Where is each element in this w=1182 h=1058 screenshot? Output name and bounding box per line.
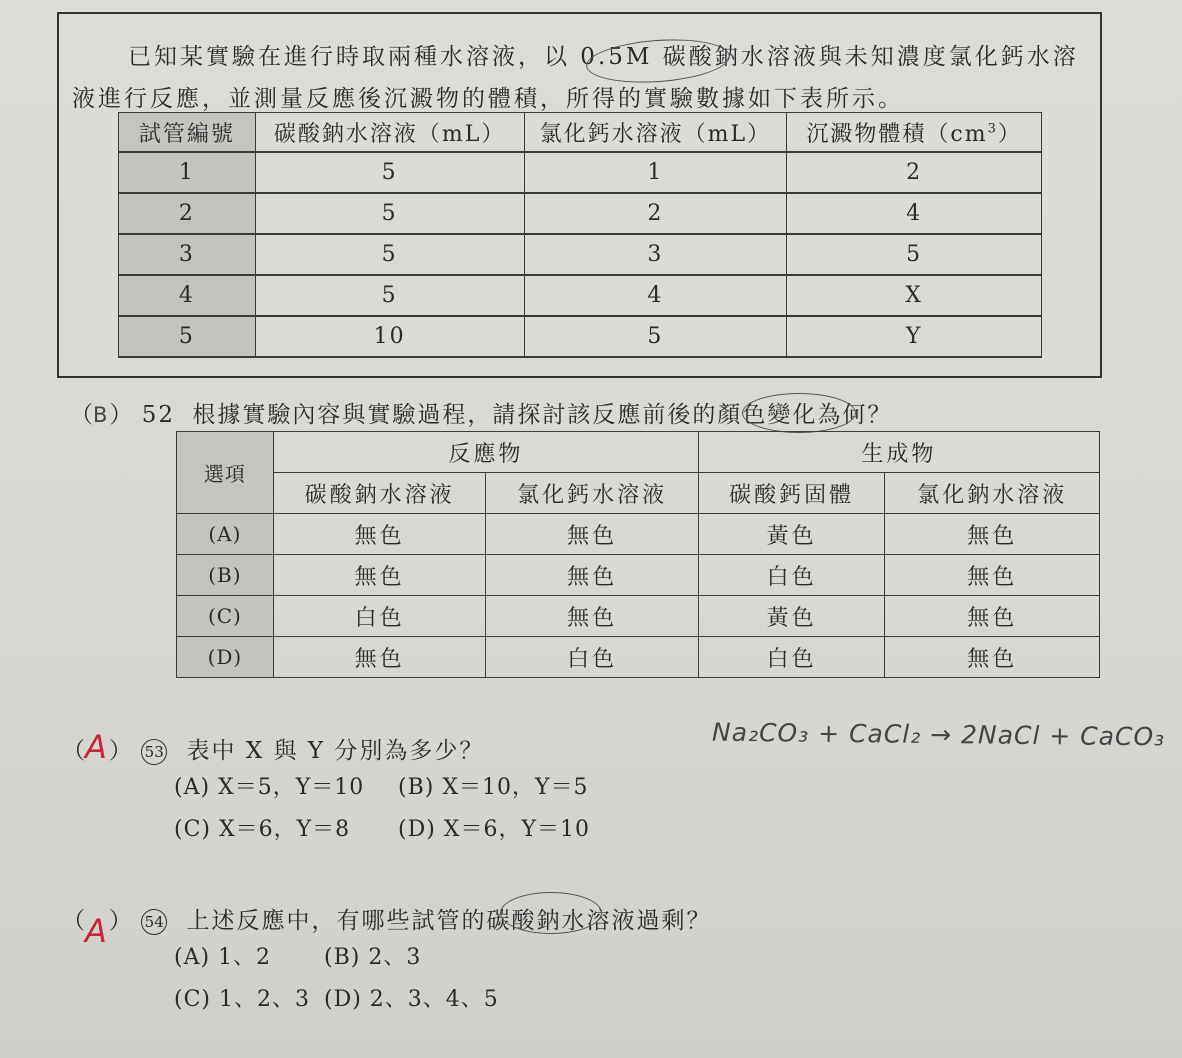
color-cell: 無色: [486, 555, 699, 596]
intro-paragraph: 已知某實驗在進行時取兩種水溶液，以 0.5M 碳酸鈉水溶液與未知濃度氯化鈣水溶液進行反應，並測量反應後沉澱物的體積，所得的實驗數據如下表所示。: [72, 44, 1079, 112]
header-tube-number: 試管編號: [119, 113, 256, 153]
question-52: （B） 52 根據實驗內容與實驗過程，請探討該反應前後的顏色變化為何？: [70, 402, 893, 428]
table-cell: 5: [524, 316, 787, 357]
table-cell: 10: [255, 316, 524, 357]
table-cell: 1: [524, 152, 787, 193]
handwritten-equation: Na₂CO₃ + CaCl₂ → 2NaCl + CaCO₃: [711, 717, 1166, 752]
table-cell: 5: [255, 193, 524, 234]
color-cell: 無色: [273, 514, 486, 555]
table-cell: 4: [524, 275, 787, 316]
answer-54: A: [85, 912, 109, 950]
question-number-52: 52: [141, 402, 176, 428]
option-label: (B): [177, 555, 274, 596]
option-53-c: (C) X＝6，Y＝8: [174, 817, 351, 842]
color-cell: 無色: [885, 637, 1100, 678]
table-cell: X: [787, 275, 1042, 316]
option-54-a: (A) 1、2: [174, 945, 272, 970]
header-products: 生成物: [698, 432, 1099, 473]
header-calcium-chloride: 氯化鈣水溶液（mL）: [524, 113, 787, 153]
question-54-text: 上述反應中，有哪些試管的碳酸鈉水溶液過剩？: [186, 908, 712, 934]
question-53-text: 表中 X 與 Y 分別為多少？: [186, 738, 485, 764]
color-cell: 無色: [486, 514, 699, 555]
table-cell: 3: [119, 234, 256, 275]
header-sodium-carbonate-solution: 碳酸鈉水溶液: [273, 473, 486, 514]
table-row: [119, 275, 1042, 316]
option-54-b: (B) 2、3: [324, 945, 422, 970]
color-cell: 白色: [698, 555, 885, 596]
table-cell: 2: [119, 193, 256, 234]
color-options-table: [176, 431, 1100, 678]
table-row: [119, 193, 1042, 234]
color-cell: 黃色: [698, 596, 885, 637]
table-cell: 1: [119, 152, 256, 193]
header-calcium-chloride-solution: 氯化鈣水溶液: [486, 473, 699, 514]
option-53-a: (A) X＝5，Y＝10: [174, 775, 365, 800]
color-cell: 無色: [885, 514, 1100, 555]
color-cell: 無色: [885, 555, 1100, 596]
table-cell: 5: [255, 234, 524, 275]
options-53-row2: [174, 812, 590, 843]
table-cell: 5: [255, 275, 524, 316]
option-label: (D): [177, 637, 274, 678]
question-52-text: 根據實驗內容與實驗過程，請探討該反應前後的顏色變化為何？: [192, 402, 893, 428]
option-row: [177, 514, 1100, 555]
option-54-d: (D) 2、3、4、5: [324, 987, 499, 1012]
header-calcium-carbonate-solid: 碳酸鈣固體: [698, 473, 885, 514]
table-cell: Y: [787, 316, 1042, 357]
header-sodium-chloride-solution: 氯化鈉水溶液: [885, 473, 1100, 514]
table-header-row: [119, 113, 1042, 153]
question-number-54: 54: [141, 909, 167, 935]
table-row: [119, 152, 1042, 193]
question-54: （A） 54 上述反應中，有哪些試管的碳酸鈉水溶液過剩？: [62, 908, 712, 950]
options-53-row1: [174, 770, 589, 801]
header-sodium-carbonate: 碳酸鈉水溶液（mL）: [255, 113, 524, 153]
table-cell: 5: [255, 152, 524, 193]
options-54-row1: [174, 940, 421, 971]
header-reactants: 反應物: [273, 432, 698, 473]
table-row: [119, 316, 1042, 357]
table-cell: 2: [787, 152, 1042, 193]
color-cell: 無色: [273, 555, 486, 596]
option-label: (A): [177, 514, 274, 555]
color-cell: 無色: [885, 596, 1100, 637]
experiment-table: [118, 112, 1042, 358]
pen-circle: [742, 393, 856, 433]
option-53-b: (B) X＝10，Y＝5: [398, 775, 589, 800]
answer-53: A: [85, 728, 109, 766]
color-cell: 無色: [273, 637, 486, 678]
color-cell: 白色: [486, 637, 699, 678]
table-cell: 4: [787, 193, 1042, 234]
color-cell: 無色: [486, 596, 699, 637]
table-cell: 5: [787, 234, 1042, 275]
table-row: [119, 234, 1042, 275]
color-cell: 白色: [273, 596, 486, 637]
table-cell: 3: [524, 234, 787, 275]
question-53: （A） 53 表中 X 與 Y 分別為多少？: [62, 728, 485, 766]
option-row: [177, 555, 1100, 596]
table-cell: 4: [119, 275, 256, 316]
option-53-d: (D) X＝6，Y＝10: [398, 817, 590, 842]
question-number-53: 53: [141, 739, 167, 765]
option-54-c: (C) 1、2、3: [174, 987, 310, 1012]
color-cell: 白色: [698, 637, 885, 678]
option-label: (C): [177, 596, 274, 637]
table-cell: 2: [524, 193, 787, 234]
header-option: 選項: [177, 432, 274, 514]
table-cell: 5: [119, 316, 256, 357]
header-precipitate-volume: 沉澱物體積$(cm^3)$: [787, 113, 1042, 153]
pen-circle: [500, 892, 602, 934]
option-row: [177, 637, 1100, 678]
option-row: [177, 596, 1100, 637]
options-54-row2: [174, 982, 499, 1013]
answer-52: B: [93, 403, 110, 427]
color-cell: 黃色: [698, 514, 885, 555]
